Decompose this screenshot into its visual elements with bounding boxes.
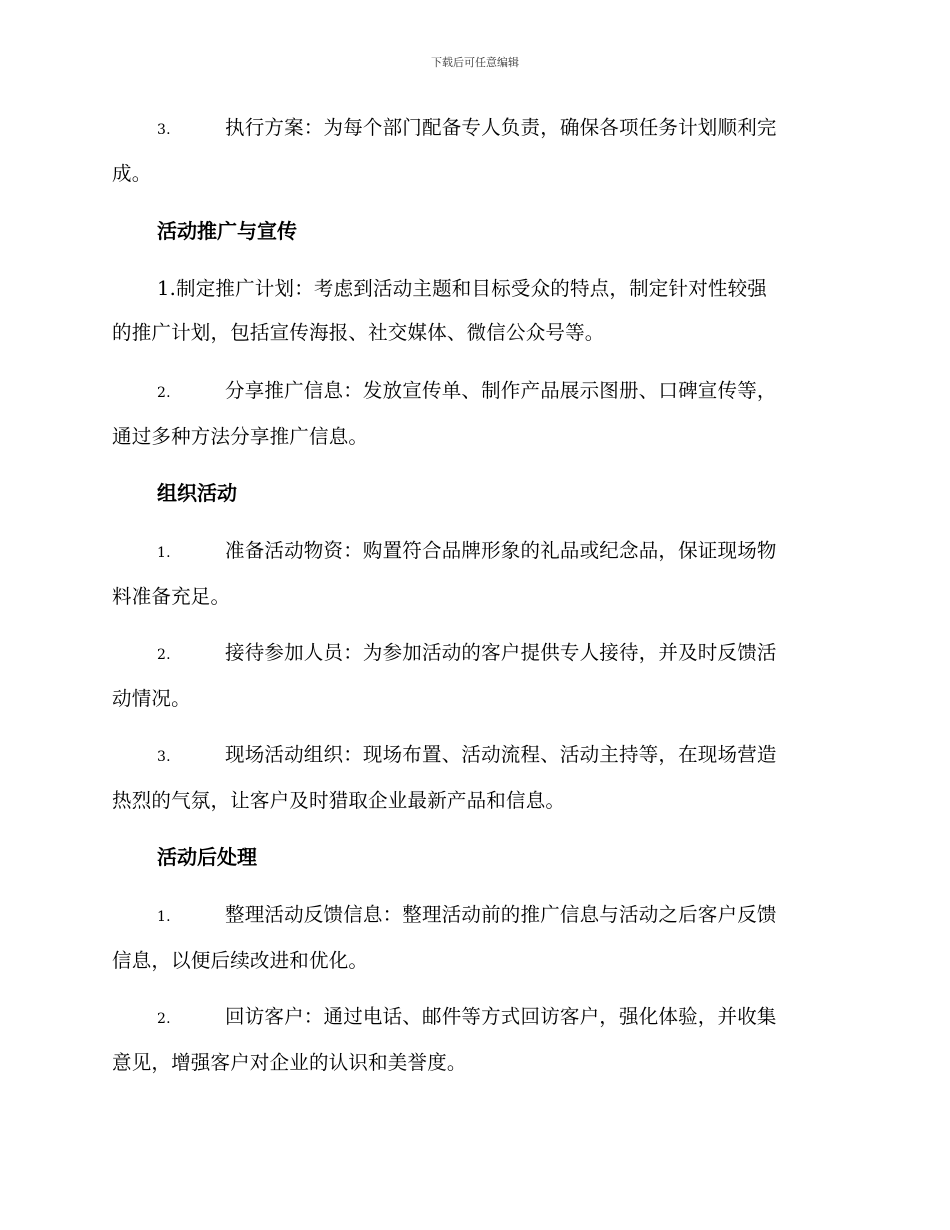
item-text: 整理活动反馈信息：整理活动前的推广信息与活动之后客户反馈 [225,903,777,926]
item-number: 2. [157,1011,171,1027]
list-item [112,995,832,1085]
list-item [112,529,832,619]
item-text: 回访客户：通过电话、邮件等方式回访客户，强化体验，并收集 [225,1005,777,1028]
item-text-continued: 信息，以便后续改进和优化。 [112,949,369,972]
item-number: 2. [157,385,171,401]
list-item [112,267,832,355]
section-heading: 活动推广与宣传 [157,219,297,243]
item-number: 1. [157,545,171,561]
item-text-continued: 的推广计划，包括宣传海报、社交媒体、微信公众号等。 [112,321,605,344]
item-text-continued: 意见，增强客户对企业的认识和美誉度。 [112,1051,467,1074]
item-text: 接待参加人员：为参加活动的客户提供专人接待，并及时反馈活 [225,641,777,664]
item-text: 准备活动物资：购置符合品牌形象的礼品或纪念品，保证现场物 [225,539,777,562]
item-text-continued: 热烈的气氛，让客户及时猎取企业最新产品和信息。 [112,789,566,812]
item-text: 执行方案：为每个部门配备专人负责，确保各项任务计划顺利完 [225,116,777,139]
section-heading: 组织活动 [157,481,237,505]
item-text-continued: 动情况。 [112,687,191,710]
item-number: 3. [157,749,171,765]
item-text-continued: 料准备充足。 [112,585,231,608]
list-item [112,733,832,823]
list-item [112,106,832,196]
item-number: 1. [157,909,171,925]
section-heading: 活动后处理 [157,845,257,869]
list-item [112,369,832,459]
item-text: 分享推广信息：发放宣传单、制作产品展示图册、口碑宣传等， [225,379,777,402]
item-number: 3. [157,122,171,138]
item-text-continued: 通过多种方法分享推广信息。 [112,425,369,448]
page-header: 下载后可任意编辑 [431,56,519,69]
item-text-continued: 成。 [112,162,152,185]
item-number: 2. [157,647,171,663]
item-text: 1.制定推广计划：考虑到活动主题和目标受众的特点，制定针对性较强 [157,277,768,300]
list-item [112,893,832,983]
list-item [112,631,832,721]
item-text: 现场活动组织：现场布置、活动流程、活动主持等，在现场营造 [225,743,777,766]
